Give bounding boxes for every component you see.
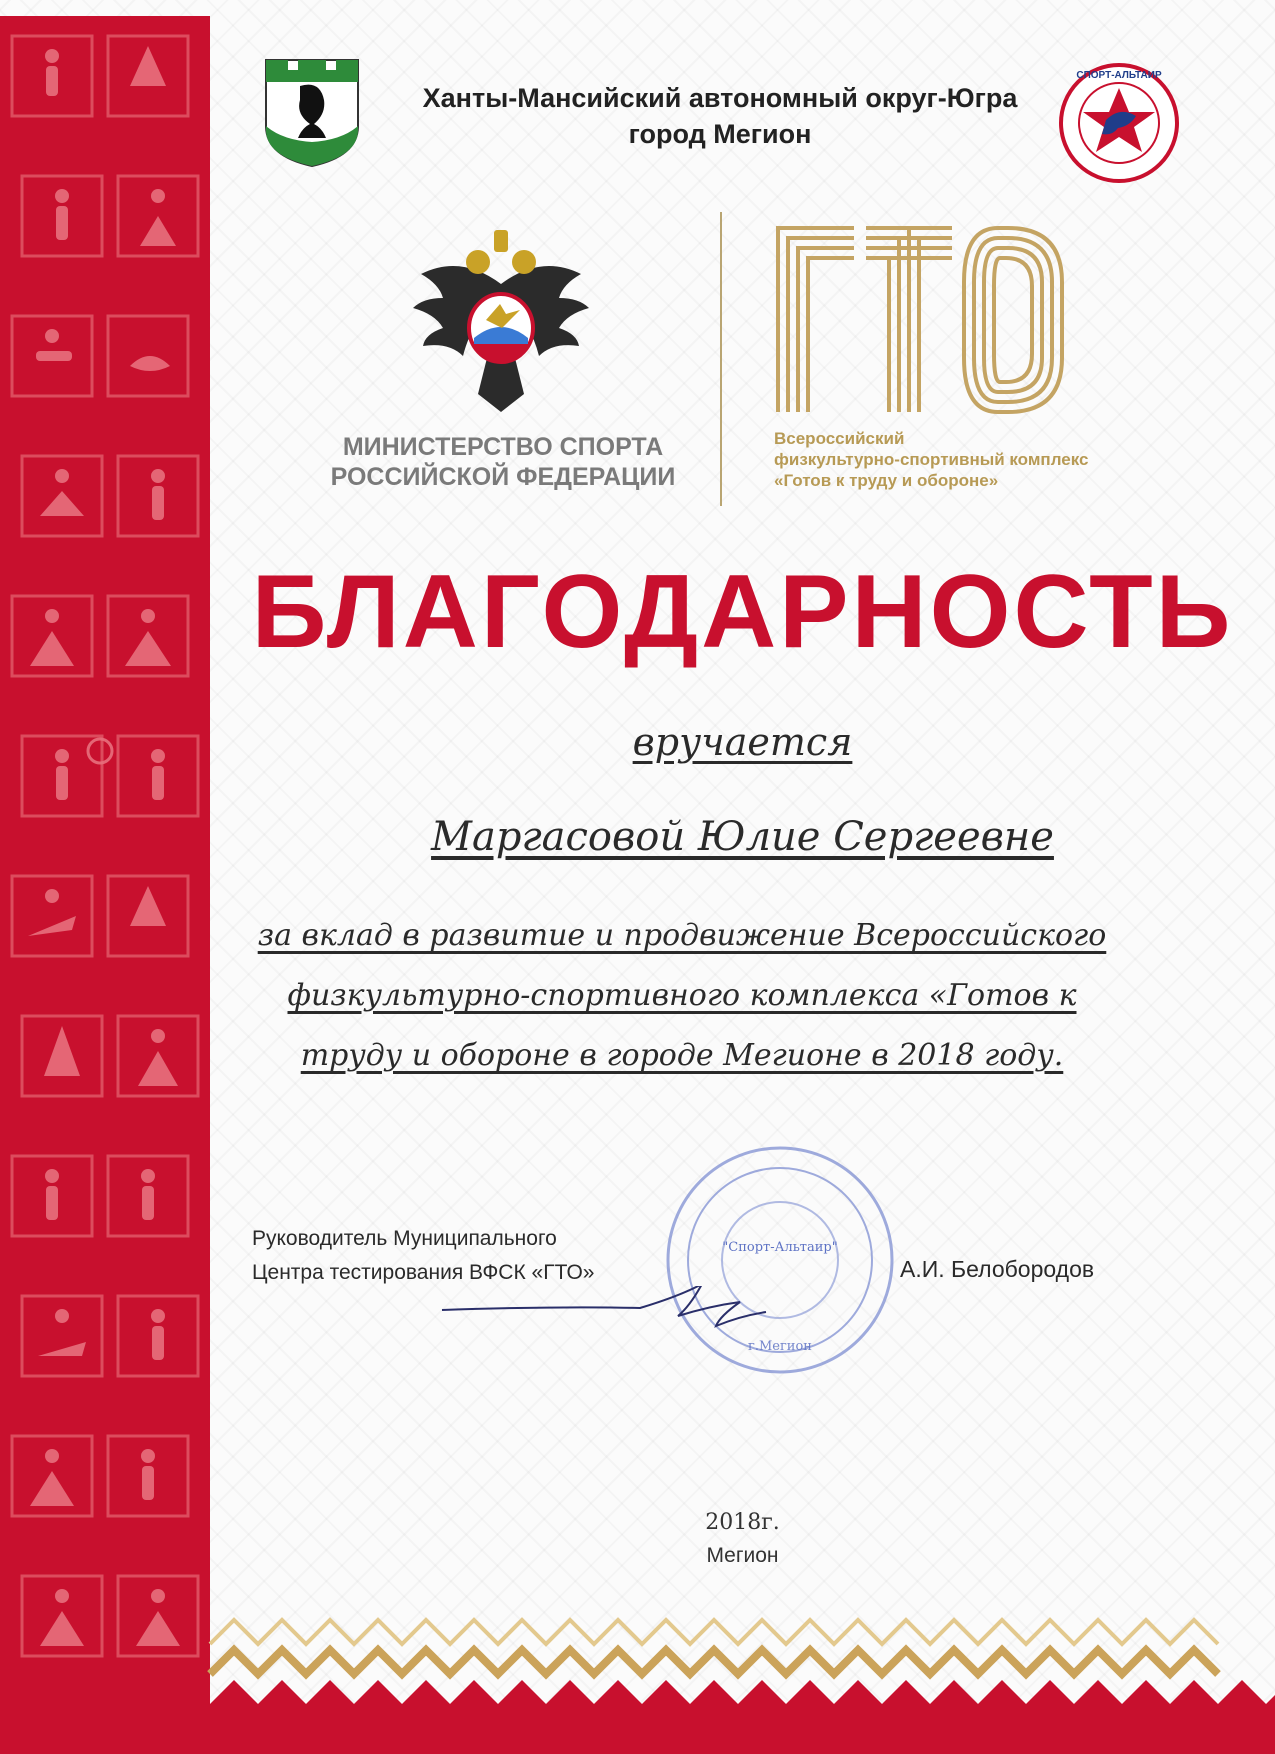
ministry-line-1: МИНИСТЕРСТВО СПОРТА bbox=[342, 433, 664, 461]
certificate-title: БЛАГОДАРНОСТЬ bbox=[251, 554, 1234, 670]
region-header bbox=[360, 80, 1080, 152]
reason-line-2: физкультурно-спортивного комплекса «Готов к bbox=[287, 978, 1077, 1013]
award-reason bbox=[222, 906, 1142, 1086]
ministry-name bbox=[300, 432, 706, 492]
signatory-name: А.И. Белобородов bbox=[900, 1256, 1095, 1282]
ministry-line-2: РОССИЙСКОЙ ФЕДЕРАЦИИ bbox=[330, 463, 676, 491]
issue-city: Мегион bbox=[706, 1544, 779, 1567]
emblem-caption: СПОРТ-АЛЬТАИР bbox=[1076, 70, 1162, 81]
signatory-role-line-2: Центра тестирования ВФСК «ГТО» bbox=[252, 1261, 595, 1284]
russian-eagle-emblem-icon bbox=[408, 224, 594, 420]
stamp-city: г.Мегион bbox=[748, 1339, 812, 1354]
gto-desc-line-1: Всероссийский bbox=[774, 429, 905, 448]
side-band-pattern bbox=[0, 16, 210, 1716]
region-name: Ханты-Мансийский автономный округ-Югра bbox=[422, 83, 1018, 113]
reason-line-3: труду и обороне в городе Мегионе в 2018 году. bbox=[300, 1038, 1064, 1073]
reason-line-1: за вклад в развитие и продвижение Всероссийского bbox=[257, 918, 1107, 953]
gto-desc-line-3: «Готов к труду и обороне» bbox=[774, 471, 999, 490]
gto-logo-icon bbox=[776, 226, 1066, 416]
gto-desc-line-2: физкультурно-спортивный комплекс bbox=[774, 450, 1089, 469]
megion-coat-of-arms-icon bbox=[262, 56, 362, 168]
awarded-text: вручается bbox=[632, 720, 853, 764]
logo-divider bbox=[720, 212, 722, 506]
issue-year: 2018г. bbox=[705, 1510, 780, 1535]
gto-description bbox=[774, 428, 1174, 491]
signatory-role-line-1: Руководитель Муниципального bbox=[252, 1227, 557, 1250]
sport-pictograms-icon bbox=[0, 16, 210, 1716]
signatory-role bbox=[252, 1222, 722, 1290]
bottom-zigzag-ornament bbox=[0, 1604, 1275, 1754]
recipient-name: Маргасовой Юлие Сергеевне bbox=[431, 814, 1054, 860]
stamp-center-text: "Спорт-Альтаир" bbox=[722, 1240, 838, 1255]
sport-altair-emblem-icon bbox=[1058, 62, 1180, 184]
handwritten-signature bbox=[440, 1286, 770, 1336]
city-name: город Мегион bbox=[628, 119, 812, 149]
